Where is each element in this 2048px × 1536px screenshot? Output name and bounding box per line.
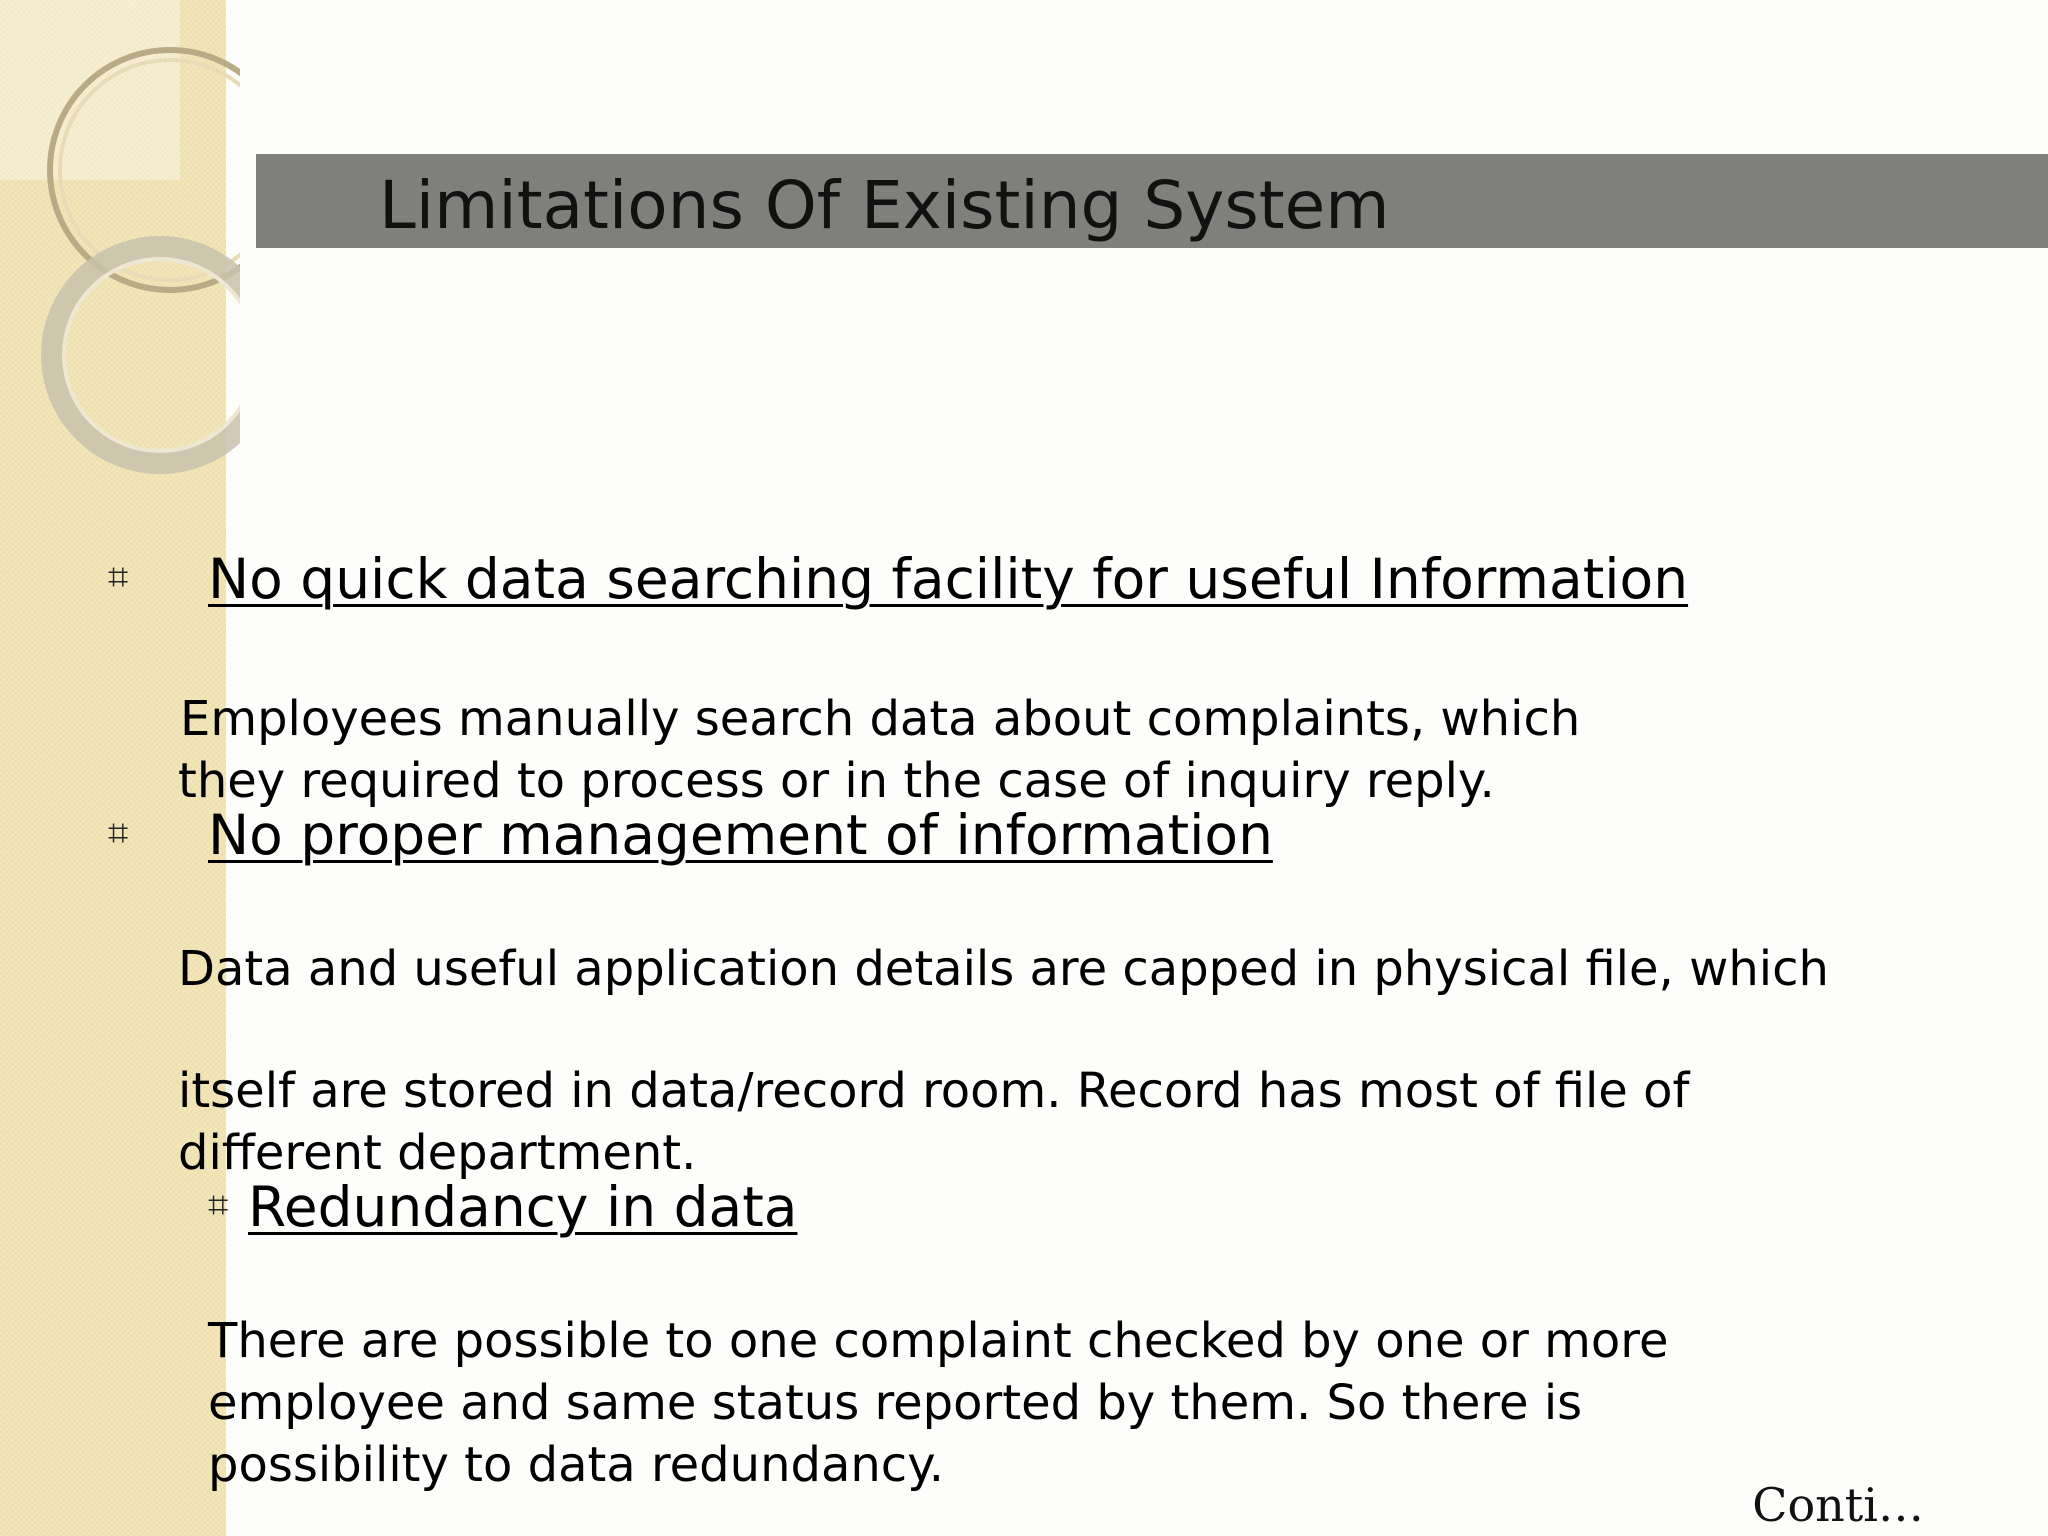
bullet-icon: ⌗ (108, 813, 129, 854)
bullet-icon: ⌗ (108, 557, 129, 598)
section-heading-management: No proper management of information (208, 803, 1273, 867)
bullet-icon: ⌗ (208, 1185, 229, 1226)
slide-title: Limitations Of Existing System (379, 167, 1390, 244)
decorative-rings (0, 0, 240, 500)
section-body-line: Data and useful application details are capped in physical file, which (178, 941, 1829, 997)
continued-label: Conti… (1752, 1478, 1924, 1532)
section-body-line: itself are stored in data/record room. Record has most of file of (178, 1063, 1690, 1119)
section-body-line: different department. (178, 1125, 697, 1181)
section-body-line: employee and same status reported by them. So there is (208, 1375, 1583, 1431)
section-heading-redundancy: Redundancy in data (248, 1175, 798, 1239)
section-body-line: they required to process or in the case of inquiry reply. (178, 753, 1495, 809)
section-heading-search: No quick data searching facility for useful Information (208, 547, 1689, 611)
section-body-line: Employees manually search data about complaints, which (180, 691, 1581, 747)
section-body-line: There are possible to one complaint checked by one or more (208, 1313, 1669, 1369)
section-body-line: possibility to data redundancy. (208, 1437, 945, 1493)
